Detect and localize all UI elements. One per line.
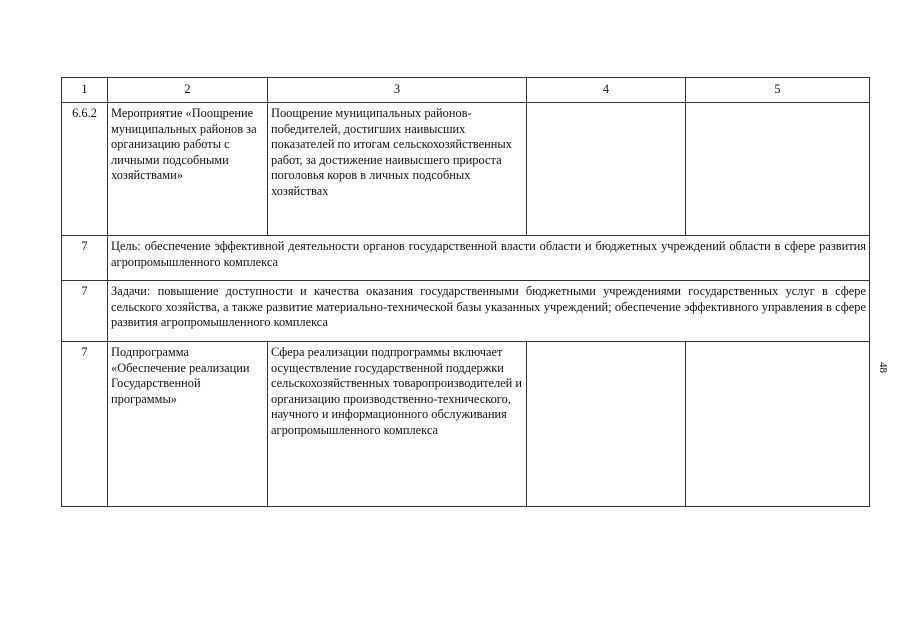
subprogram-name: Подпрограмма «Обеспечение реализации Государственной программы» <box>108 342 268 507</box>
goal-text: Цель: обеспечение эффективной деятельности органов государственной власти области и бюджетных учреждений области в сфере развития агропромышленного комплекса <box>108 236 870 281</box>
header-col-3: 3 <box>268 78 527 103</box>
subprogram-col-4 <box>527 342 686 507</box>
header-col-2: 2 <box>108 78 268 103</box>
table-row-goal <box>62 236 870 281</box>
row-name: Мероприятие «Поощрение муниципальных районов за организацию работы с личными подсобными хозяйствами» <box>108 103 268 236</box>
table-row-tasks <box>62 281 870 342</box>
header-col-1: 1 <box>62 78 108 103</box>
row-col-5 <box>686 103 870 236</box>
page-number: 48 <box>877 362 889 373</box>
header-col-5: 5 <box>686 78 870 103</box>
table-row-subprogram <box>62 342 870 507</box>
row-description: Поощрение муниципальных районов-победителей, достигших наивысших показателей по итогам сельскохозяйственных работ, за достижение наивысшего прироста поголовья коров в личных подсобных хозяйствах <box>268 103 527 236</box>
header-row <box>62 78 870 103</box>
goal-number: 7 <box>62 236 108 281</box>
table-row-measure <box>62 103 870 236</box>
tasks-number: 7 <box>62 281 108 342</box>
header-col-4: 4 <box>527 78 686 103</box>
tasks-text: Задачи: повышение доступности и качества оказания государственными бюджетными учреждениями государственных услуг в сфере сельского хозяйства, а также развитие материально-технической базы указанных учреждений; обеспечение эффективного управления в сфере развития агропромышленного комплекса <box>108 281 870 342</box>
subprogram-col-5 <box>686 342 870 507</box>
row-number: 6.6.2 <box>62 103 108 236</box>
program-table <box>61 77 870 507</box>
row-col-4 <box>527 103 686 236</box>
subprogram-description: Сфера реализации подпрограммы включает осуществление государственной поддержки сельскохозяйственных товаропроизводителей и организацию производственно-технического, научного и информационного обслуживания агропромышленного комплекса <box>268 342 527 507</box>
subprogram-number: 7 <box>62 342 108 507</box>
